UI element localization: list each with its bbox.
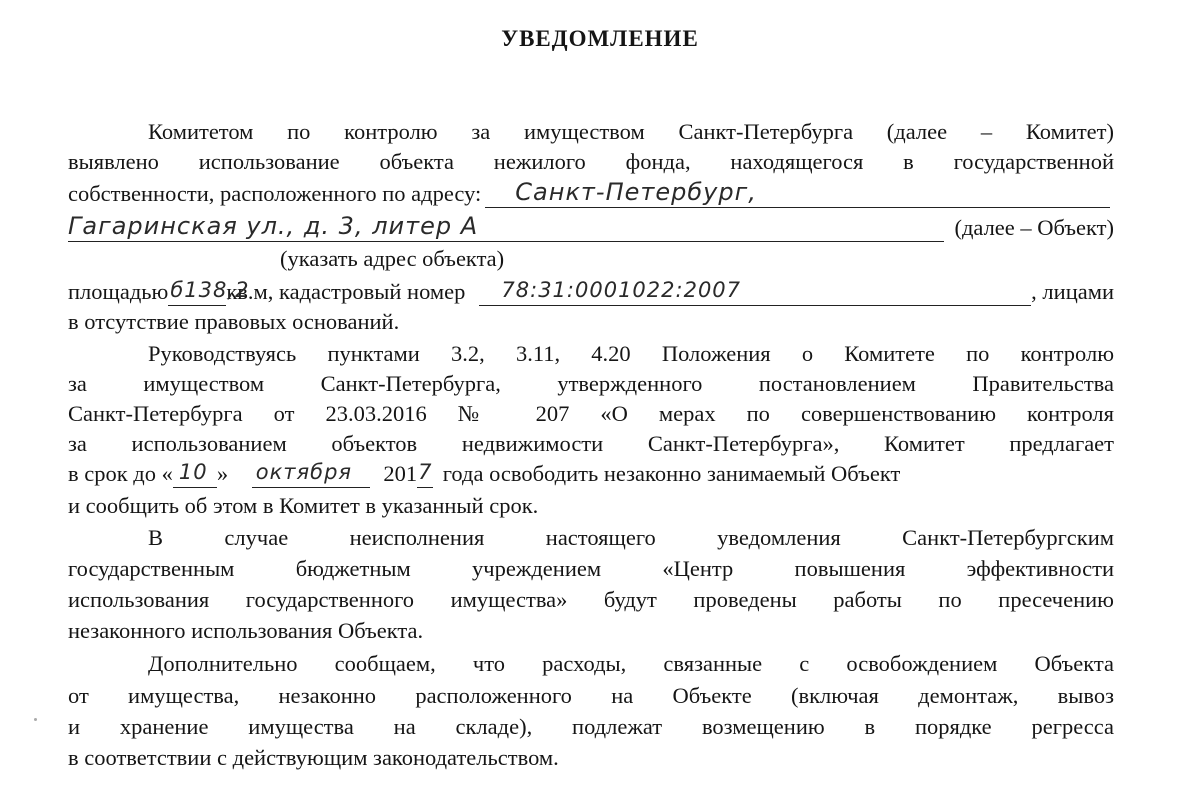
para1-line6: в отсутствие правовых оснований. bbox=[68, 309, 400, 334]
para1-line2: выявлено использование объекта нежилого фонда, находящегося в государственной bbox=[68, 149, 1114, 174]
para2-line3: Санкт-Петербурга от 23.03.2016 № 207 «О мерах по совершенствованию контроля bbox=[68, 401, 1114, 426]
para1-line1: Комитетом по контролю за имуществом Санкт-Петербурга (далее – Комитет) bbox=[148, 119, 1114, 144]
para2-line6: и сообщить об этом в Комитет в указанный срок. bbox=[68, 493, 539, 518]
document-title: УВЕДОМЛЕНИЕ bbox=[501, 26, 699, 51]
para4-line1: Дополнительно сообщаем, что расходы, связанные с освобождением Объекта bbox=[148, 651, 1114, 676]
address-hint: (указать адрес объекта) bbox=[280, 246, 505, 271]
deadline-day-field bbox=[173, 460, 217, 488]
para3-line3: использования государственного имущества» будут проведены работы по пресечению bbox=[68, 587, 1114, 612]
para3-line2: государственным бюджетным учреждением «Центр повышения эффективности bbox=[68, 556, 1114, 581]
cadastral-field bbox=[479, 279, 1031, 306]
para1-line4 bbox=[68, 212, 1114, 242]
scan-speck bbox=[34, 718, 37, 721]
deadline-quote: » bbox=[216, 461, 229, 486]
address-handwritten-1: Санкт-Петербург, bbox=[515, 178, 757, 206]
para1-line5 bbox=[68, 276, 1114, 306]
deadline-month-field bbox=[252, 460, 370, 488]
deadline-year-field bbox=[417, 460, 433, 488]
para2-line4: за использованием объектов недвижимости Санкт-Петербурга», Комитет предлагает bbox=[68, 431, 1114, 456]
para1-line3 bbox=[68, 178, 1114, 208]
persons-text: , лицами bbox=[1031, 279, 1114, 304]
cadastral-number: 78:31:0001022:2007 bbox=[501, 278, 742, 302]
object-alias: (далее – Объект) bbox=[954, 215, 1114, 240]
para3-line4: незаконного использования Объекта. bbox=[68, 618, 424, 643]
area-label: площадью bbox=[68, 279, 169, 304]
area-field bbox=[168, 278, 250, 306]
deadline-year-prefix: 201 bbox=[383, 461, 418, 486]
para2-line2: за имуществом Санкт-Петербурга, утвержденного постановлением Правительства bbox=[68, 371, 1114, 396]
para4-line3: и хранение имущества на складе), подлежат возмещению в порядке регресса bbox=[68, 714, 1114, 739]
address-label: собственности, расположенного по адресу: bbox=[68, 181, 482, 206]
address-handwritten-2: Гагаринская ул., д. 3, литер А bbox=[68, 212, 479, 240]
para4-line2: от имущества, незаконно расположенного на Объекте (включая демонтаж, вывоз bbox=[68, 683, 1114, 708]
deadline-year-digit: 7 bbox=[418, 460, 433, 484]
deadline-day: 10 bbox=[178, 460, 208, 484]
para2-deadline-line bbox=[68, 460, 1114, 490]
deadline-month: октября bbox=[255, 460, 353, 484]
cadastral-label: кв.м, кадастровый номер bbox=[226, 279, 466, 304]
deadline-suffix: года освободить незаконно занимаемый Объект bbox=[442, 461, 901, 486]
address-field-2 bbox=[68, 212, 944, 242]
para2-line1: Руководствуясь пунктами 3.2, 3.11, 4.20 Положения о Комитете по контролю bbox=[148, 341, 1114, 366]
para4-line4: в соответствии с действующим законодательством. bbox=[68, 745, 559, 770]
deadline-prefix: в срок до « bbox=[68, 461, 173, 486]
para3-line1: В случае неисполнения настоящего уведомления Санкт-Петербургским bbox=[148, 525, 1114, 550]
address-field-1 bbox=[485, 178, 1110, 208]
area-value: б138,2 bbox=[170, 278, 250, 302]
